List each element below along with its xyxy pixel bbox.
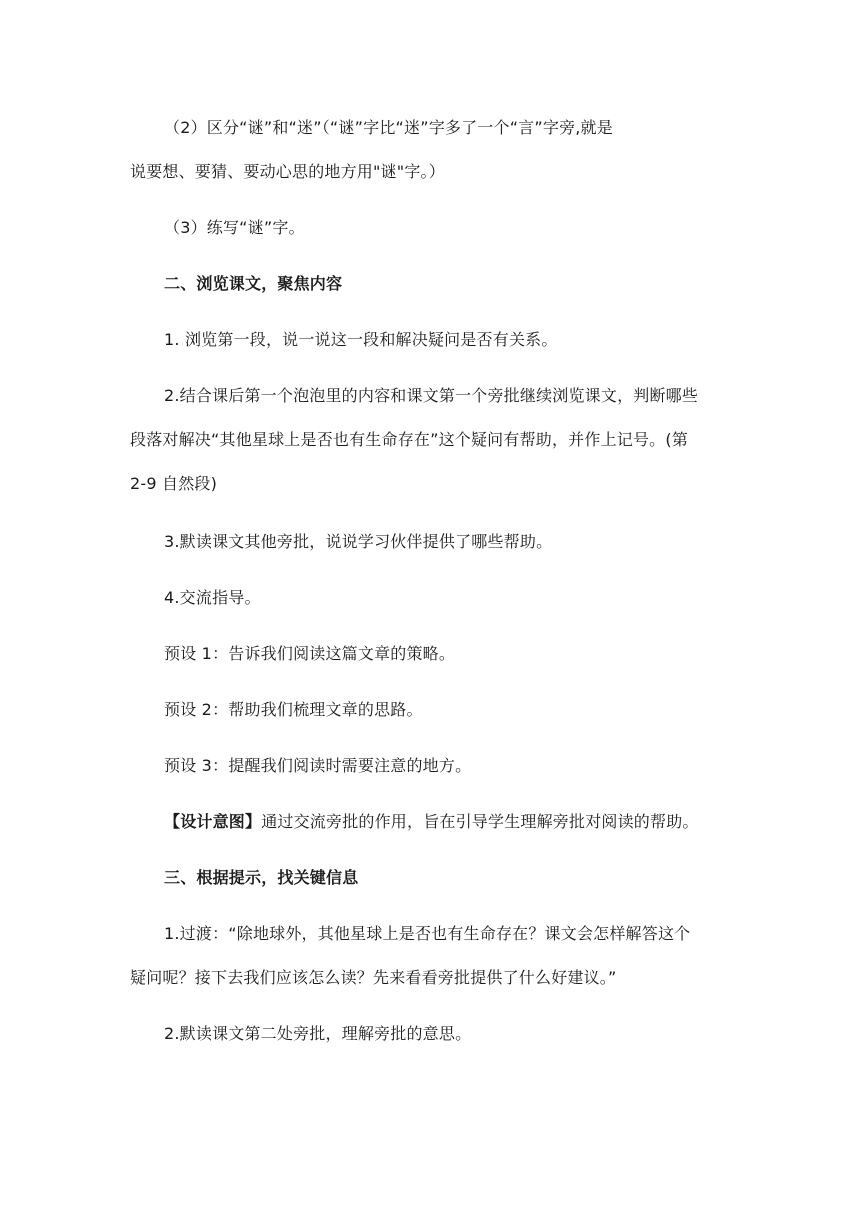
paragraph-line: 1.过渡：“除地球外，其他星球上是否也有生命存在？课文会怎样解答这个 bbox=[164, 924, 691, 943]
design-intent-label: 【设计意图】 bbox=[164, 812, 262, 831]
paragraph-combine-bubble bbox=[130, 374, 733, 506]
paragraph-preset-2: 预设 2：帮助我们梳理文章的思路。 bbox=[164, 700, 423, 719]
paragraph-browse-first-section: 1. 浏览第一段，说一说这一段和解决疑问是否有关系。 bbox=[164, 330, 558, 349]
paragraph-line: 2-9 自然段) bbox=[130, 474, 218, 493]
paragraph-practice-writing: （3）练写“谜”字。 bbox=[164, 218, 305, 237]
paragraph-preset-1: 预设 1：告诉我们阅读这篇文章的策略。 bbox=[164, 644, 456, 663]
section-heading-find-key-info: 三、根据提示，找关键信息 bbox=[164, 868, 359, 887]
design-intent-text: 通过交流旁批的作用，旨在引导学生理解旁批对阅读的帮助。 bbox=[261, 812, 699, 831]
section-heading-browse: 二、浏览课文，聚焦内容 bbox=[164, 274, 343, 293]
paragraph-line: 疑问呢？接下去我们应该怎么读？先来看看旁批提供了什么好建议。” bbox=[130, 968, 617, 987]
paragraph-second-annotation: 2.默读课文第二处旁批，理解旁批的意思。 bbox=[164, 1024, 472, 1043]
paragraph-preset-3: 预设 3：提醒我们阅读时需要注意的地方。 bbox=[164, 756, 472, 775]
paragraph-silent-reading: 3.默读课文其他旁批，说说学习伙伴提供了哪些帮助。 bbox=[164, 532, 553, 551]
paragraph-line: 说要想、要猜、要动心思的地方用"谜"字。） bbox=[130, 162, 445, 181]
paragraph-line: 段落对解决“其他星球上是否也有生命存在”这个疑问有帮助，并作上记号。(第 bbox=[130, 430, 689, 449]
paragraph-distinguish-characters bbox=[130, 106, 733, 194]
paragraph-line: （2）区分“谜”和“迷”（“谜”字比“迷”字多了一个“言”字旁,就是 bbox=[164, 118, 613, 137]
paragraph-line: 2.结合课后第一个泡泡里的内容和课文第一个旁批继续浏览课文，判断哪些 bbox=[164, 386, 699, 405]
paragraph-exchange-guidance: 4.交流指导。 bbox=[164, 588, 261, 607]
paragraph-transition bbox=[130, 912, 733, 1000]
paragraph-design-intent bbox=[130, 800, 767, 844]
